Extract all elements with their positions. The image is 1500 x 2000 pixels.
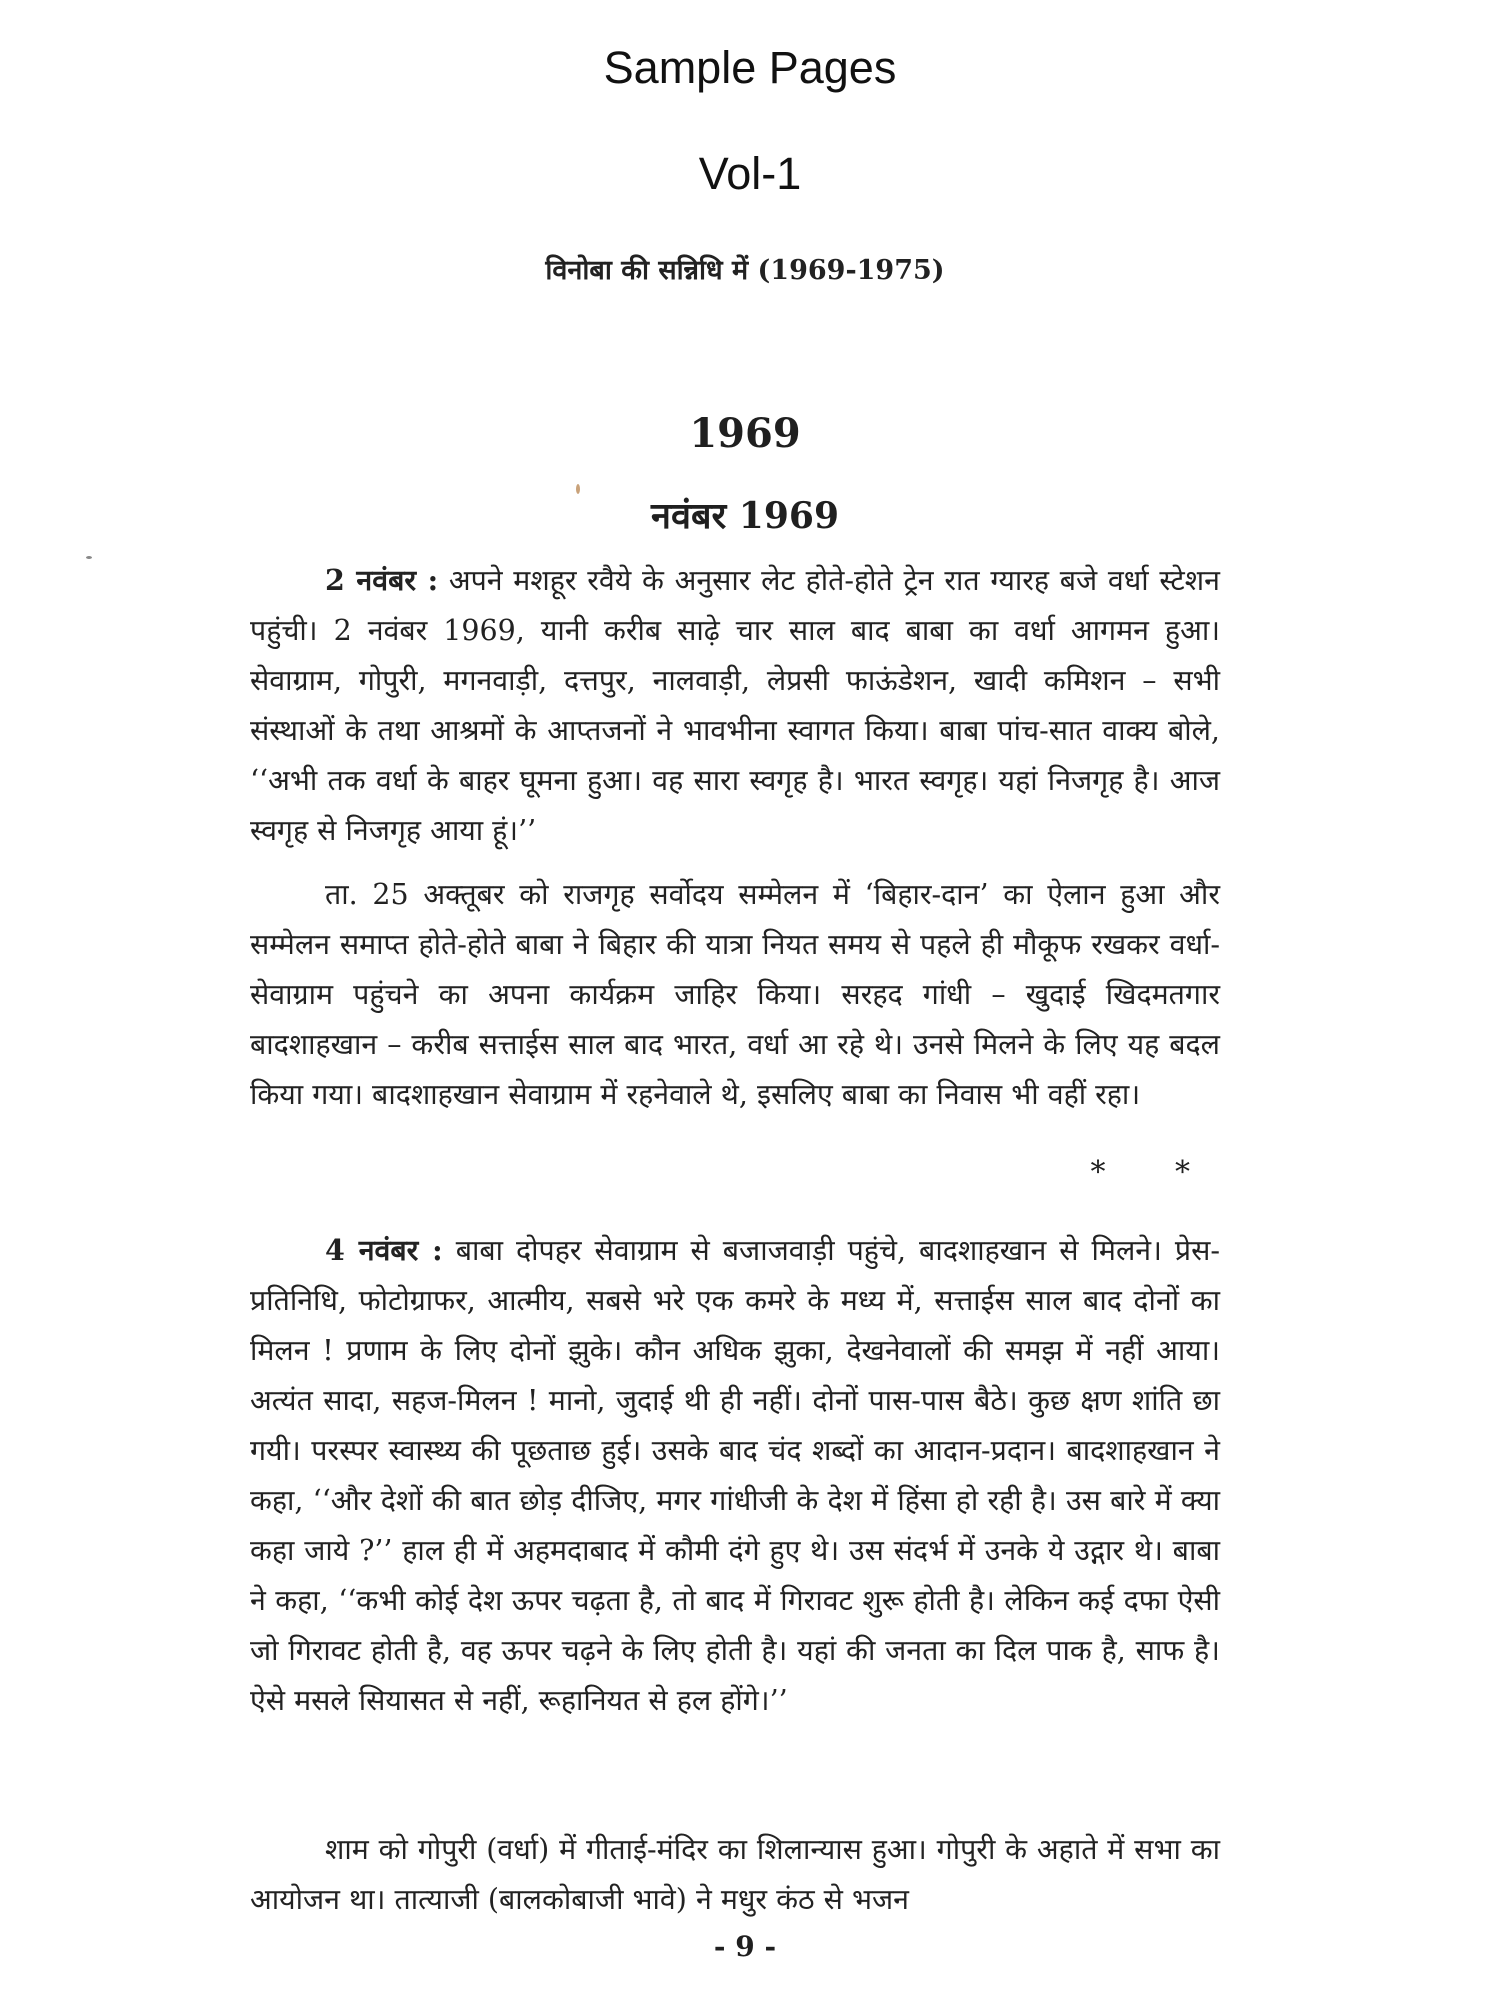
- sample-pages-title: Sample Pages: [603, 42, 897, 93]
- page-number: - 9 -: [713, 1930, 777, 1963]
- book-page: [250, 250, 1240, 1990]
- paragraph-text: बाबा दोपहर सेवाग्राम से बजाजवाड़ी पहुंचे, बादशाहखान से मिलने। प्रेस-प्रतिनिधि, फोटोग्राफर, आत्मीय, सबसे भरे एक कमरे के मध्य में, सत्ताईस साल बाद दोनों का मिलन ! प्रणाम के लिए दोनों झुके। कौन अधिक झुका, देखनेवालों की समझ में नहीं आया। अत्यंत सादा, सहज-मिलन ! मानो, जुदाई थी ही नहीं। दोनों पास-पास बैठे। कुछ क्षण शांति छा गयी। परस्पर स्वास्थ्य की पूछताछ हुई। उसके बाद चंद शब्दों का आदान-प्रदान। बादशाहखान ने कहा, ‘‘और देशों की बात छोड़ दीजिए, मगर गांधीजी के देश में हिंसा हो रही है। उस बारे में क्या कहा जाये ?’’ हाल ही में अहमदाबाद में कौमी दंगे हुए थे। उस संदर्भ में उनके ये उद्गार थे। बाबा ने कहा, ‘‘कभी कोई देश ऊपर चढ़ता है, तो बाद में गिरावट शुरू होती है। लेकिन कई दफा ऐसी जो गिरावट होती है, वह ऊपर चढ़ने के लिए होती है। यहां की जनता का दिल पाक है, साफ है। ऐसे मसले सियासत से नहीं, रूहानियत से हल होंगे।’’: [250, 1234, 1221, 1717]
- entry-date: 4 नवंबर :: [325, 1233, 443, 1267]
- section-separator: * *: [1090, 1155, 1220, 1190]
- running-header: विनोबा की सन्निधि में (1969-1975): [545, 255, 945, 286]
- paper-speck: [86, 556, 92, 559]
- entry-date: 2 नवंबर :: [325, 563, 439, 597]
- paragraph-text: ता. 25 अक्तूबर को राजगृह सर्वोदय सम्मेलन में ‘बिहार-दान’ का ऐलान हुआ और सम्मेलन समाप्त होते-होते बाबा ने बिहार की यात्रा नियत समय से पहले ही मौकूफ रखकर वर्धा-सेवाग्राम पहुंचने का अपना कार्यक्रम जाहिर किया। सरहद गांधी – खुदाई खिदमतगार बादशाहखान – करीब सत्ताईस साल बाद भारत, वर्धा आ रहे थे। उनसे मिलने के लिए यह बदल किया गया। बादशाहखान सेवाग्राम में रहनेवाले थे, इसलिए बाबा का निवास भी वहीं रहा।: [250, 878, 1220, 1111]
- paragraph-context: [250, 870, 1220, 1120]
- year-heading: 1969: [689, 410, 801, 457]
- paragraph-evening: [250, 1825, 1220, 1925]
- paragraph-nov-4: [250, 1225, 1220, 1726]
- paragraph-nov-2: [250, 555, 1220, 856]
- paper-speck: [576, 484, 580, 494]
- month-heading: नवंबर 1969: [650, 495, 839, 537]
- paragraph-text: शाम को गोपुरी (वर्धा) में गीताई-मंदिर का शिलान्यास हुआ। गोपुरी के अहाते में सभा का आयोजन था। तात्याजी (बालकोबाजी भावे) ने मधुर कंठ से भजन: [250, 1833, 1220, 1916]
- paragraph-text: अपने मशहूर रवैये के अनुसार लेट होते-होते ट्रेन रात ग्यारह बजे वर्धा स्टेशन पहुंची। 2 नवंबर 1969, यानी करीब साढ़े चार साल बाद बाबा का वर्धा आगमन हुआ। सेवाग्राम, गोपुरी, मगनवाड़ी, दत्तपुर, नालवाड़ी, लेप्रसी फाऊंडेशन, खादी कमिशन – सभी संस्थाओं के तथा आश्रमों के आप्तजनों ने भावभीना स्वागत किया। बाबा पांच-सात वाक्य बोले, ‘‘अभी तक वर्धा के बाहर घूमना हुआ। वह सारा स्वगृह है। भारत स्वगृह। यहां निजगृह है। आज स्वगृह से निजगृह आया हूं।’’: [250, 564, 1220, 847]
- volume-label: Vol-1: [698, 148, 802, 199]
